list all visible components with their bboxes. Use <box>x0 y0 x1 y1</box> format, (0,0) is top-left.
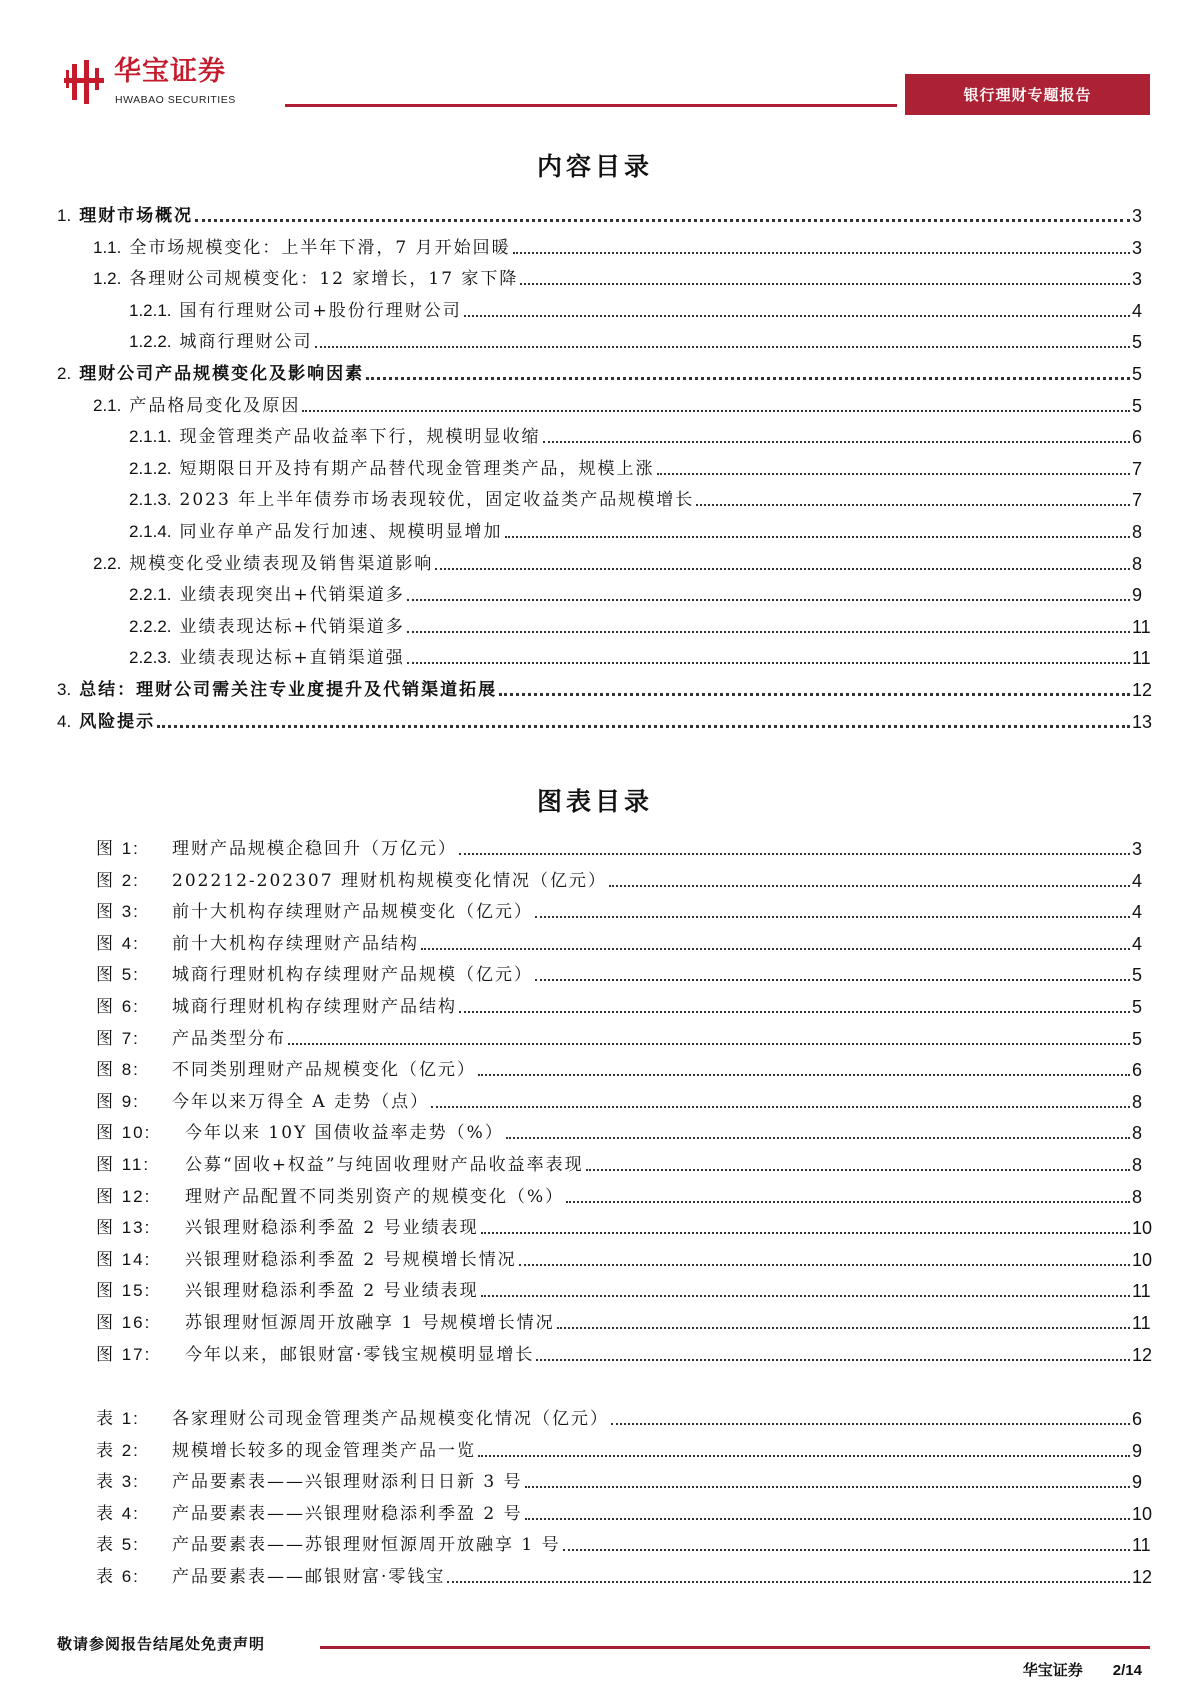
toc-entry[interactable] <box>96 836 1143 860</box>
entry-page: 5 <box>1132 332 1143 353</box>
entry-title: 理财产品规模企稳回升（万亿元） <box>172 839 457 859</box>
entry-number: 2.1.1. <box>129 427 172 447</box>
entry-number: 表 3: <box>96 1472 140 1492</box>
toc-entry[interactable] <box>96 1342 1153 1366</box>
dot-leader <box>499 693 1130 696</box>
entry-page: 4 <box>1132 902 1143 923</box>
dot-leader <box>288 1043 1130 1045</box>
entry-page: 8 <box>1132 553 1143 574</box>
toc-entry[interactable] <box>96 1310 1151 1334</box>
entry-title: 城商行理财机构存续理财产品规模（亿元） <box>172 965 533 986</box>
entry-page: 5 <box>1132 965 1143 986</box>
dot-leader <box>431 1106 1130 1108</box>
dot-leader <box>435 568 1130 570</box>
footer-divider <box>320 1646 1150 1649</box>
entry-title: 产品格局变化及原因 <box>129 395 301 416</box>
entry-title: 前十大机构存续理财产品规模变化（亿元） <box>172 902 533 923</box>
entry-number: 1.2.2. <box>129 332 172 352</box>
dot-leader <box>696 504 1130 506</box>
toc-entry[interactable] <box>93 551 1143 575</box>
dot-leader <box>459 853 1130 855</box>
entry-title: 苏银理财恒源周开放融享 1 号规模增长情况 <box>185 1313 555 1333</box>
dot-leader <box>315 346 1130 348</box>
toc-entry[interactable] <box>129 329 1143 353</box>
entry-page: 10 <box>1132 1218 1153 1239</box>
entry-title: 产品要素表——邮银财富·零钱宝 <box>172 1567 446 1587</box>
entry-page: 7 <box>1132 458 1143 479</box>
toc-entry[interactable] <box>96 931 1143 955</box>
toc-entry[interactable] <box>129 487 1143 511</box>
toc-entry[interactable] <box>129 298 1143 322</box>
entry-page: 5 <box>1132 997 1143 1017</box>
figures-title: 图表目录 <box>536 787 653 816</box>
entry-page: 3 <box>1132 839 1143 859</box>
dot-leader <box>481 1232 1130 1234</box>
entry-title: 业绩表现达标+直销渠道强 <box>179 648 405 669</box>
entry-title: 规模增长较多的现金管理类产品一览 <box>172 1440 476 1461</box>
entry-page: 12 <box>1132 1567 1153 1587</box>
entry-title: 城商行理财公司 <box>179 332 313 353</box>
entry-page: 9 <box>1132 1472 1143 1493</box>
entry-title: 各家理财公司现金管理类产品规模变化情况（亿元） <box>172 1409 609 1429</box>
entry-page: 4 <box>1132 933 1143 954</box>
entry-page: 3 <box>1132 269 1143 290</box>
dot-leader <box>366 377 1130 380</box>
logo-mark-icon <box>62 60 106 104</box>
entry-page: 12 <box>1132 680 1153 700</box>
logo-cn-text: 华宝证券 <box>114 56 226 87</box>
entry-title: 产品类型分布 <box>172 1028 286 1049</box>
toc-entry[interactable] <box>129 424 1143 448</box>
toc-entry[interactable] <box>96 1564 1153 1588</box>
toc-entry[interactable] <box>96 1089 1143 1113</box>
entry-page: 7 <box>1132 490 1143 511</box>
dot-leader <box>464 315 1130 317</box>
entry-page: 6 <box>1132 427 1143 448</box>
disclaimer-note: 敬请参阅报告结尾处免责声明 <box>57 1635 266 1653</box>
entry-number: 2.1.4. <box>129 522 172 541</box>
dot-leader <box>195 219 1130 222</box>
entry-title: 短期限日开及持有期产品替代现金管理类产品，规模上涨 <box>179 458 655 479</box>
toc-entry[interactable] <box>96 1026 1143 1050</box>
entry-page: 6 <box>1132 1060 1143 1081</box>
entry-number: 2.2.1. <box>129 585 172 605</box>
entry-title: 产品要素表——兴银理财稳添利季盈 2 号 <box>172 1503 523 1524</box>
entry-number: 表 4: <box>96 1503 140 1523</box>
entry-number: 4. <box>57 711 72 731</box>
entry-page: 9 <box>1132 1440 1143 1461</box>
entry-title: 城商行理财机构存续理财产品结构 <box>172 997 457 1017</box>
toc-entry[interactable] <box>96 962 1143 986</box>
dot-leader <box>513 252 1130 254</box>
dot-leader <box>407 631 1130 633</box>
entry-number: 图 12: <box>96 1186 152 1206</box>
entry-number: 1.2. <box>93 269 122 289</box>
dot-leader <box>557 1327 1130 1329</box>
entry-page: 8 <box>1132 1123 1143 1144</box>
page-number: 2/14 <box>1112 1662 1142 1679</box>
entry-title: 公募“固收+权益”与纯固收理财产品收益率表现 <box>185 1155 584 1175</box>
entry-number: 2.1. <box>93 395 122 415</box>
toc-entry[interactable] <box>96 1501 1153 1525</box>
dot-leader <box>421 948 1130 950</box>
entry-title: 产品要素表——兴银理财添利日日新 3 号 <box>172 1472 523 1493</box>
entry-page: 9 <box>1132 585 1143 606</box>
entry-page: 11 <box>1132 1535 1151 1556</box>
entry-title: 国有行理财公司+股份行理财公司 <box>179 300 462 321</box>
entry-number: 图 17: <box>96 1344 152 1364</box>
entry-title: 理财产品配置不同类别资产的规模变化（%） <box>185 1186 565 1207</box>
entry-number: 图 14: <box>96 1249 152 1269</box>
toc-title: 内容目录 <box>536 152 653 181</box>
dot-leader <box>563 1549 1130 1551</box>
entry-number: 3. <box>57 680 72 699</box>
entry-title: 兴银理财稳添利季盈 2 号规模增长情况 <box>185 1249 517 1270</box>
entry-page: 11 <box>1132 1281 1151 1302</box>
entry-page: 4 <box>1132 870 1143 891</box>
entry-title: 全市场规模变化：上半年下滑，7 月开始回暖 <box>129 237 511 258</box>
dot-leader <box>459 1011 1130 1013</box>
entry-title: 业绩表现达标+代销渠道多 <box>179 616 405 637</box>
entry-title: 规模变化受业绩表现及销售渠道影响 <box>129 553 434 574</box>
toc-entry[interactable] <box>96 1469 1143 1493</box>
entry-number: 表 1: <box>96 1409 140 1428</box>
entry-number: 图 5: <box>96 965 140 985</box>
dot-leader <box>657 473 1130 475</box>
entry-number: 图 1: <box>96 839 140 858</box>
dot-leader <box>519 1264 1130 1266</box>
toc-entry[interactable] <box>57 677 1153 701</box>
entry-title: 各理财公司规模变化：12 家增长，17 家下降 <box>129 269 519 290</box>
toc-entry[interactable] <box>129 582 1143 606</box>
entry-page: 10 <box>1132 1249 1153 1270</box>
entry-page: 4 <box>1132 300 1143 321</box>
dot-leader <box>407 599 1130 601</box>
entry-title: 理财市场概况 <box>79 206 194 226</box>
entry-page: 8 <box>1132 522 1143 542</box>
toc-entry[interactable] <box>96 1184 1143 1208</box>
dot-leader <box>566 1201 1130 1203</box>
entry-number: 2.2. <box>93 553 122 573</box>
dot-leader <box>525 1486 1130 1488</box>
toc-entry[interactable] <box>96 1215 1153 1239</box>
entry-number: 图 3: <box>96 902 140 922</box>
entry-number: 图 4: <box>96 933 140 953</box>
toc-entry[interactable] <box>129 614 1151 638</box>
entry-title: 业绩表现突出+代销渠道多 <box>179 585 405 606</box>
toc-entry[interactable] <box>96 1120 1143 1144</box>
toc-entry[interactable] <box>96 1247 1153 1271</box>
toc-entry[interactable] <box>93 266 1143 290</box>
toc-entry[interactable] <box>129 456 1143 480</box>
toc-entry[interactable] <box>57 361 1143 385</box>
entry-title: 产品要素表——苏银理财恒源周开放融享 1 号 <box>172 1535 561 1556</box>
dot-leader <box>611 1423 1130 1425</box>
entry-number: 2.1.3. <box>129 490 172 510</box>
entry-page: 6 <box>1132 1409 1143 1429</box>
entry-page: 3 <box>1132 237 1143 258</box>
entry-title: 今年以来万得全 A 走势（点） <box>172 1091 430 1112</box>
entry-title: 总结：理财公司需关注专业度提升及代销渠道拓展 <box>79 680 498 700</box>
dot-leader <box>481 1295 1130 1297</box>
report-type-badge: 银行理财专题报告 <box>905 74 1150 115</box>
entry-number: 表 2: <box>96 1440 140 1460</box>
entry-number: 图 13: <box>96 1218 152 1238</box>
entry-title: 2023 年上半年债券市场表现较优，固定收益类产品规模增长 <box>179 490 695 511</box>
entry-number: 2.1.2. <box>129 458 172 478</box>
footer-right <box>1023 1660 1142 1681</box>
entry-page: 11 <box>1132 616 1151 637</box>
entry-number: 图 15: <box>96 1281 152 1301</box>
entry-title: 风险提示 <box>79 711 156 732</box>
entry-number: 图 11: <box>96 1155 151 1174</box>
dot-leader <box>407 662 1130 664</box>
entry-number: 图 10: <box>96 1123 152 1143</box>
dot-leader <box>505 536 1130 538</box>
entry-page: 12 <box>1132 1344 1153 1365</box>
entry-title: 现金管理类产品收益率下行，规模明显收缩 <box>179 427 541 448</box>
entry-number: 2.2.2. <box>129 616 172 636</box>
entry-page: 5 <box>1132 395 1143 416</box>
dot-leader <box>302 410 1130 412</box>
entry-title: 兴银理财稳添利季盈 2 号业绩表现 <box>185 1281 479 1302</box>
entry-page: 5 <box>1132 364 1143 384</box>
dot-leader <box>520 283 1130 285</box>
entry-page: 8 <box>1132 1186 1143 1207</box>
entry-number: 2.2.3. <box>129 648 172 668</box>
toc-entry[interactable] <box>96 1057 1143 1081</box>
toc-entry[interactable] <box>96 1152 1143 1176</box>
entry-title: 今年以来 10Y 国债收益率走势（%） <box>185 1123 504 1144</box>
toc-entry[interactable] <box>96 899 1143 923</box>
footer-company: 华宝证券 <box>1022 1661 1083 1679</box>
entry-page: 8 <box>1132 1091 1143 1112</box>
entry-page: 10 <box>1132 1503 1153 1524</box>
dot-leader <box>543 441 1130 443</box>
entry-number: 图 2: <box>96 870 140 890</box>
dot-leader <box>586 1169 1130 1171</box>
dot-leader <box>478 1455 1130 1457</box>
dot-leader <box>447 1581 1130 1583</box>
entry-page: 13 <box>1132 711 1153 732</box>
entry-title: 不同类别理财产品规模变化（亿元） <box>172 1060 476 1081</box>
toc-entry[interactable] <box>96 994 1143 1018</box>
logo-en-text: HWABAO SECURITIES <box>115 94 236 106</box>
dot-leader <box>535 916 1130 918</box>
entry-number: 2. <box>57 364 72 383</box>
entry-page: 11 <box>1132 1313 1151 1333</box>
entry-page: 3 <box>1132 206 1143 226</box>
toc-entry[interactable] <box>93 235 1143 259</box>
entry-title: 兴银理财稳添利季盈 2 号业绩表现 <box>185 1218 479 1239</box>
dot-leader <box>157 725 1130 728</box>
entry-number: 表 5: <box>96 1535 140 1555</box>
toc-entry[interactable] <box>57 203 1143 227</box>
toc-entry[interactable] <box>96 1532 1151 1556</box>
entry-number: 1.1. <box>93 237 122 257</box>
entry-number: 1.2.1. <box>129 300 172 320</box>
dot-leader <box>478 1074 1130 1076</box>
entry-number: 图 9: <box>96 1091 140 1111</box>
entry-number: 图 16: <box>96 1313 152 1332</box>
toc-entry[interactable] <box>129 645 1151 669</box>
entry-number: 表 6: <box>96 1567 140 1586</box>
toc-entry[interactable] <box>96 1278 1151 1302</box>
toc-entry[interactable] <box>57 709 1153 733</box>
toc-entry[interactable] <box>96 1438 1143 1462</box>
entry-number: 1. <box>57 206 72 225</box>
entry-number: 图 8: <box>96 1060 140 1080</box>
header-divider <box>285 104 897 107</box>
entry-page: 11 <box>1132 648 1151 669</box>
entry-page: 5 <box>1132 1028 1143 1049</box>
entry-title: 理财公司产品规模变化及影响因素 <box>79 364 365 384</box>
entry-title: 202212-202307 理财机构规模变化情况（亿元） <box>172 870 607 891</box>
toc-entry[interactable] <box>96 1406 1143 1430</box>
entry-title: 前十大机构存续理财产品结构 <box>172 933 419 954</box>
dot-leader <box>506 1137 1130 1139</box>
toc-entry[interactable] <box>96 868 1143 892</box>
dot-leader <box>535 979 1130 981</box>
entry-number: 图 7: <box>96 1028 140 1048</box>
dot-leader <box>525 1518 1130 1520</box>
toc-entry[interactable] <box>129 519 1143 543</box>
dot-leader <box>609 885 1130 887</box>
entry-title: 同业存单产品发行加速、规模明显增加 <box>179 522 503 542</box>
toc-entry[interactable] <box>93 393 1143 417</box>
dot-leader <box>536 1359 1130 1361</box>
company-logo <box>62 56 272 108</box>
entry-page: 8 <box>1132 1155 1143 1175</box>
entry-number: 图 6: <box>96 997 140 1016</box>
entry-title: 今年以来，邮银财富·零钱宝规模明显增长 <box>185 1344 535 1365</box>
